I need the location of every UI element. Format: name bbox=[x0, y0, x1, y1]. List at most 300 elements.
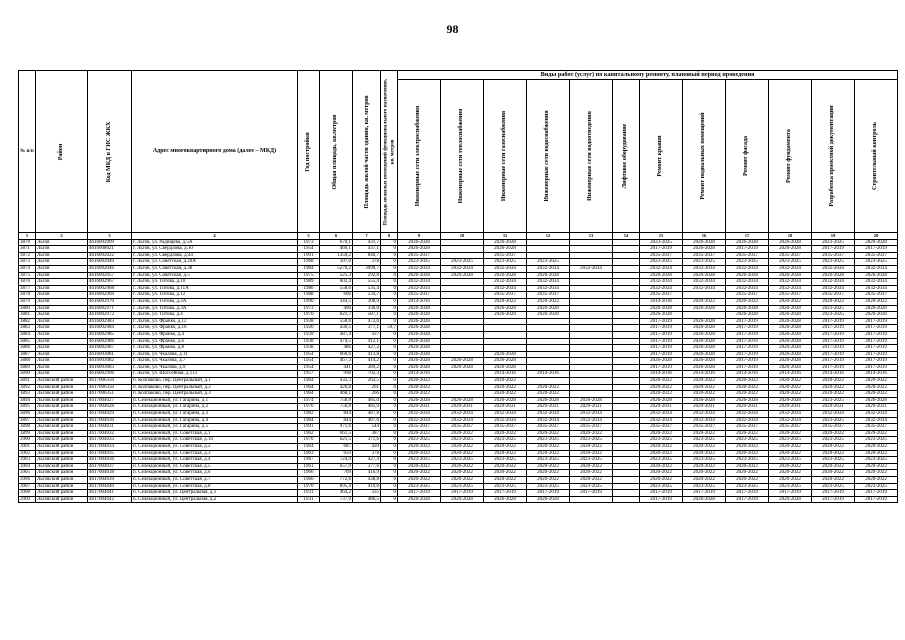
table-cell bbox=[613, 338, 640, 345]
table-cell: 2020-2022 bbox=[683, 463, 726, 470]
table-cell bbox=[613, 397, 640, 404]
table-cell: 2017-2019 bbox=[640, 351, 683, 358]
table-cell: 2032-2034 bbox=[769, 411, 812, 418]
table-cell: 0 bbox=[381, 483, 398, 490]
table-cell: 2023-2025 bbox=[570, 437, 613, 444]
table-cell: 485,9 bbox=[353, 404, 381, 411]
table-row bbox=[19, 450, 898, 457]
table-cell: 2023-2025 bbox=[683, 259, 726, 266]
table-cell: 3883 bbox=[19, 325, 36, 332]
table-cell: 1954 bbox=[298, 358, 320, 365]
table-cell: 2017-2019 bbox=[855, 364, 898, 371]
table-cell bbox=[527, 351, 570, 358]
table-cell: 3881 bbox=[19, 312, 36, 319]
table-cell: 2026-2028 bbox=[484, 272, 527, 279]
table-cell: 2017-2019 bbox=[726, 364, 769, 371]
table-cell bbox=[613, 476, 640, 483]
table-cell: 1975 bbox=[298, 272, 320, 279]
table-cell: 2032-2034 bbox=[812, 411, 855, 418]
table-cell: 2020-2022 bbox=[527, 463, 570, 470]
table-cell bbox=[570, 345, 613, 352]
table-cell bbox=[613, 331, 640, 338]
table-cell: 2020-2022 bbox=[683, 444, 726, 451]
table-cell: 2017-2019 bbox=[726, 338, 769, 345]
table-cell: 4617004028 bbox=[88, 404, 132, 411]
table-cell: 308,9 bbox=[353, 298, 381, 305]
table-cell: 2020-2022 bbox=[484, 463, 527, 470]
table-cell: п. Селекционный, ул. Гагарина, д.3 bbox=[132, 411, 298, 418]
table-cell: п. Селекционный, ул. Центральная, д.2 bbox=[132, 496, 298, 503]
table-row bbox=[19, 298, 898, 305]
table-cell: 2026-2028 bbox=[640, 305, 683, 312]
table-cell: 2035-2037 bbox=[640, 292, 683, 299]
column-number: 15 bbox=[640, 233, 683, 240]
table-cell: Льговский район bbox=[36, 391, 88, 398]
table-cell bbox=[613, 384, 640, 391]
table-cell: 2026-2028 bbox=[683, 358, 726, 365]
table-cell: 2023-2025 bbox=[855, 437, 898, 444]
table-cell: 2017-2019 bbox=[726, 345, 769, 352]
table-cell: 4617004040 bbox=[88, 483, 132, 490]
column-number: 10 bbox=[441, 233, 484, 240]
table-cell: 2020-2022 bbox=[441, 444, 484, 451]
table-cell: 2035-2037 bbox=[726, 292, 769, 299]
table-cell: 2017-2019 bbox=[570, 490, 613, 497]
table-cell: 2023-2025 bbox=[640, 483, 683, 490]
table-cell bbox=[570, 331, 613, 338]
column-number: 12 bbox=[527, 233, 570, 240]
table-cell: Льговский район bbox=[36, 424, 88, 431]
table-cell: 2032-2034 bbox=[812, 279, 855, 286]
table-cell bbox=[527, 364, 570, 371]
table-cell: 4616002968 bbox=[88, 285, 132, 292]
table-cell: 2026-2028 bbox=[769, 318, 812, 325]
table-cell: 2023-2025 bbox=[640, 457, 683, 464]
table-cell: 2020-2022 bbox=[769, 450, 812, 457]
table-cell: 1954 bbox=[298, 351, 320, 358]
table-cell: 2023-2025 bbox=[726, 437, 769, 444]
column-number: 9 bbox=[398, 233, 441, 240]
table-cell: 2026-2028 bbox=[683, 305, 726, 312]
table-cell: 2023-2025 bbox=[812, 397, 855, 404]
table-cell: Льгов bbox=[36, 358, 88, 365]
table-cell: 2017-2019 bbox=[855, 345, 898, 352]
table-cell: 2035-2037 bbox=[812, 252, 855, 259]
table-cell: 474,5 bbox=[320, 338, 353, 345]
table-cell: 2026-2028 bbox=[769, 364, 812, 371]
table-cell: 3907 bbox=[19, 483, 36, 490]
table-cell: 2026-2028 bbox=[683, 239, 726, 246]
table-cell: п. Селекционный, ул. Советская, д.2 bbox=[132, 444, 298, 451]
table-cell: 2017-2019 bbox=[441, 490, 484, 497]
header-total-area: Общая площадь, кв.метров bbox=[320, 71, 353, 233]
table-cell: 2020-2022 bbox=[484, 450, 527, 457]
table-cell: 2020-2022 bbox=[855, 463, 898, 470]
table-cell: 2029-2031 bbox=[812, 404, 855, 411]
table-cell bbox=[613, 312, 640, 319]
table-cell: 0 bbox=[381, 265, 398, 272]
table-cell: п. Колпаково, пер. Центральный, д.2 bbox=[132, 384, 298, 391]
table-cell: 3885 bbox=[19, 338, 36, 345]
table-row bbox=[19, 338, 898, 345]
table-cell: 535,4 bbox=[353, 285, 381, 292]
table-cell: 2020-2022 bbox=[640, 470, 683, 477]
table-cell: 0 bbox=[381, 318, 398, 325]
table-cell: 0 bbox=[381, 450, 398, 457]
table-cell: 266 bbox=[353, 391, 381, 398]
header-work-10: Ремонт фундамента bbox=[769, 80, 812, 233]
table-row bbox=[19, 483, 898, 490]
table-cell: 2017-2019 bbox=[640, 318, 683, 325]
table-cell: 724,9 bbox=[320, 457, 353, 464]
table-cell: 2026-2028 bbox=[769, 312, 812, 319]
table-cell: 2020-2022 bbox=[683, 378, 726, 385]
table-cell: 2017-2019 bbox=[640, 331, 683, 338]
table-cell: Льгов bbox=[36, 318, 88, 325]
table-cell: 2032-2034 bbox=[683, 285, 726, 292]
table-cell: 2026-2028 bbox=[683, 496, 726, 503]
table-cell: Льгов bbox=[36, 345, 88, 352]
table-cell: 2020-2022 bbox=[855, 444, 898, 451]
table-cell: 0 bbox=[381, 331, 398, 338]
table-cell bbox=[441, 318, 484, 325]
table-cell: 2026-2028 bbox=[398, 246, 441, 253]
table-cell: 2020-2022 bbox=[683, 450, 726, 457]
table-cell: 2026-2028 bbox=[398, 345, 441, 352]
table-cell: 2035-2037 bbox=[398, 252, 441, 259]
table-cell: 4616002972 bbox=[88, 312, 132, 319]
table-cell: 2017-2019 bbox=[726, 331, 769, 338]
table-cell: 2020-2022 bbox=[398, 470, 441, 477]
table-cell: 2032-2034 bbox=[570, 417, 613, 424]
table-cell: 292,8 bbox=[353, 272, 381, 279]
table-cell: 2020-2022 bbox=[441, 470, 484, 477]
column-number: 14 bbox=[613, 233, 640, 240]
table-cell: 2026-2028 bbox=[769, 272, 812, 279]
table-cell: 2020-2022 bbox=[769, 444, 812, 451]
table-cell: 2020-2022 bbox=[398, 463, 441, 470]
table-body bbox=[19, 239, 898, 503]
table-cell: 2023-2025 bbox=[812, 259, 855, 266]
table-cell: 3906 bbox=[19, 476, 36, 483]
table-cell: 2023-2025 bbox=[640, 259, 683, 266]
table-cell: г. Льгов, ул. Титова, д.12 bbox=[132, 292, 298, 299]
table-cell: Льговский район bbox=[36, 483, 88, 490]
table-cell: 2029-2031 bbox=[570, 404, 613, 411]
table-cell: 2017-2019 bbox=[812, 345, 855, 352]
table-cell: 1931 bbox=[298, 496, 320, 503]
table-cell bbox=[527, 325, 570, 332]
table-cell: 2017-2019 bbox=[855, 325, 898, 332]
table-cell: 2020-2022 bbox=[726, 391, 769, 398]
table-cell bbox=[613, 450, 640, 457]
column-number: 17 bbox=[726, 233, 769, 240]
table-cell: г. Льгов, ул. Франко, д.16 bbox=[132, 325, 298, 332]
header-no: № п/п bbox=[19, 71, 36, 233]
table-row bbox=[19, 378, 898, 385]
table-cell: 4617004037 bbox=[88, 463, 132, 470]
table-cell: 2020-2022 bbox=[640, 391, 683, 398]
table-cell: 2029-2031 bbox=[640, 404, 683, 411]
table-cell: 2017-2019 bbox=[726, 496, 769, 503]
table-cell bbox=[613, 411, 640, 418]
table-cell: 2020-2022 bbox=[683, 298, 726, 305]
table-cell: 3878 bbox=[19, 292, 36, 299]
table-cell: 2023-2025 bbox=[726, 259, 769, 266]
table-cell: 2026-2028 bbox=[855, 305, 898, 312]
table-cell: 2026-2028 bbox=[398, 397, 441, 404]
table-cell: 2017-2019 bbox=[855, 358, 898, 365]
table-cell: 2026-2028 bbox=[640, 358, 683, 365]
table-cell: 2023-2025 bbox=[484, 437, 527, 444]
table-row bbox=[19, 463, 898, 470]
table-cell: 2026-2028 bbox=[398, 239, 441, 246]
column-numbers-row bbox=[19, 233, 898, 240]
table-cell: 485,0 bbox=[353, 397, 381, 404]
table-cell: 2020-2022 bbox=[769, 463, 812, 470]
table-cell: 0 bbox=[381, 312, 398, 319]
table-cell: 2017-2019 bbox=[855, 496, 898, 503]
table-cell: 2020-2022 bbox=[640, 430, 683, 437]
table-cell: 558,6 bbox=[320, 318, 353, 325]
table-cell: 2014-2016 bbox=[398, 298, 441, 305]
table-cell bbox=[484, 318, 527, 325]
table-cell bbox=[613, 318, 640, 325]
table-cell: 2032-2034 bbox=[527, 417, 570, 424]
table-cell: 2017-2019 bbox=[812, 364, 855, 371]
table-cell: 4616002983 bbox=[88, 318, 132, 325]
table-cell: 2032-2034 bbox=[640, 417, 683, 424]
table-cell: 0 bbox=[381, 292, 398, 299]
table-row bbox=[19, 239, 898, 246]
table-cell: г. Льгов, ул. Титова, д.2А bbox=[132, 298, 298, 305]
table-cell: 2026-2028 bbox=[527, 305, 570, 312]
table-cell: 2026-2028 bbox=[769, 239, 812, 246]
table-cell: 2023-2025 bbox=[812, 457, 855, 464]
table-row bbox=[19, 285, 898, 292]
table-cell: 2017-2019 bbox=[527, 490, 570, 497]
table-cell: 2026-2028 bbox=[855, 397, 898, 404]
table-cell: 2035-2037 bbox=[570, 424, 613, 431]
table-cell: 436,5 bbox=[320, 325, 353, 332]
table-cell bbox=[484, 338, 527, 345]
table-cell: 1966 bbox=[298, 476, 320, 483]
table-cell: 2026-2028 bbox=[484, 397, 527, 404]
table-cell: 2035-2037 bbox=[640, 424, 683, 431]
table-cell: 1970 bbox=[298, 483, 320, 490]
table-cell bbox=[527, 318, 570, 325]
table-cell: 737,9 bbox=[320, 496, 353, 503]
table-cell: 2026-2028 bbox=[398, 496, 441, 503]
table-cell: 2020-2022 bbox=[812, 378, 855, 385]
table-cell: 1964 bbox=[298, 378, 320, 385]
table-cell: 2026-2028 bbox=[726, 312, 769, 319]
table-cell: г. Льгов, ул. Радищева, д.5А bbox=[132, 239, 298, 246]
table-cell: 0 bbox=[381, 430, 398, 437]
table-cell: г. Льгов, ул. Свердлова, д.44 bbox=[132, 252, 298, 259]
table-cell: 0 bbox=[381, 285, 398, 292]
table-cell bbox=[441, 331, 484, 338]
table-cell: 4616002987 bbox=[88, 345, 132, 352]
table-cell: 2026-2028 bbox=[398, 272, 441, 279]
table-cell: 525,3 bbox=[320, 272, 353, 279]
table-cell: Льгов bbox=[36, 292, 88, 299]
table-cell: 2017-2019 bbox=[726, 358, 769, 365]
table-cell: Льговский район bbox=[36, 404, 88, 411]
table-cell: 659 bbox=[320, 450, 353, 457]
table-cell: 2035-2037 bbox=[812, 424, 855, 431]
table-cell: 2026-2028 bbox=[484, 312, 527, 319]
table-cell: 371,6 bbox=[353, 437, 381, 444]
table-cell: 998 bbox=[320, 371, 353, 378]
header-year: Год постройки bbox=[298, 71, 320, 233]
table-cell: 377,1 bbox=[353, 325, 381, 332]
table-cell: 2020-2022 bbox=[812, 450, 855, 457]
table-cell bbox=[683, 312, 726, 319]
table-cell: 2032-2034 bbox=[855, 417, 898, 424]
table-cell: 2032-2034 bbox=[683, 417, 726, 424]
table-cell bbox=[441, 239, 484, 246]
table-cell: 3898 bbox=[19, 424, 36, 431]
table-cell bbox=[441, 285, 484, 292]
table-cell: 2029-2031 bbox=[683, 404, 726, 411]
table-cell: 2020-2022 bbox=[812, 444, 855, 451]
table-cell: 2020-2022 bbox=[527, 391, 570, 398]
table-cell: 2023-2025 bbox=[527, 457, 570, 464]
table-cell: 414,2 bbox=[353, 358, 381, 365]
table-cell: 4616002046 bbox=[88, 265, 132, 272]
table-cell: г. Льгов, ул. Титова, д.4 bbox=[132, 312, 298, 319]
table-cell: 336,0 bbox=[353, 305, 381, 312]
table-cell: 2026-2028 bbox=[484, 351, 527, 358]
table-cell: 2023-2025 bbox=[812, 417, 855, 424]
header-work-1: Инженерные сети электроснабжения bbox=[398, 80, 441, 233]
table-cell: 0 bbox=[381, 457, 398, 464]
table-cell: п. Селекционный, ул. Советская, д.6 bbox=[132, 470, 298, 477]
table-cell: Льгов bbox=[36, 305, 88, 312]
table-row bbox=[19, 496, 898, 503]
table-cell: 661,5 bbox=[320, 430, 353, 437]
table-cell: г. Льгов, ул. Франко, д.6 bbox=[132, 338, 298, 345]
table-cell: 2020-2022 bbox=[570, 444, 613, 451]
table-cell: 2035-2037 bbox=[726, 424, 769, 431]
table-row bbox=[19, 318, 898, 325]
table-cell: 469,1 bbox=[320, 246, 353, 253]
table-cell: 2032-2034 bbox=[726, 411, 769, 418]
table-cell: 1973 bbox=[298, 305, 320, 312]
table-cell: 1970 bbox=[298, 437, 320, 444]
table-cell: 2017-2019 bbox=[726, 246, 769, 253]
table-cell: г. Льгов, ул. Чкалова, д.9 bbox=[132, 364, 298, 371]
table-cell: 606 bbox=[320, 292, 353, 299]
table-cell: 844 bbox=[320, 417, 353, 424]
table-cell: 2026-2028 bbox=[855, 239, 898, 246]
table-cell: 2035-2037 bbox=[527, 292, 570, 299]
table-cell: 486 bbox=[320, 345, 353, 352]
table-cell: 0 bbox=[381, 279, 398, 286]
table-cell: 2017-2019 bbox=[855, 246, 898, 253]
table-cell: 2023-2025 bbox=[855, 259, 898, 266]
table-cell: 1939 bbox=[298, 331, 320, 338]
table-cell: Льговский район bbox=[36, 490, 88, 497]
table-cell: 3893 bbox=[19, 391, 36, 398]
table-cell bbox=[570, 496, 613, 503]
table-cell: 2017-2019 bbox=[812, 496, 855, 503]
table-cell: 555,4 bbox=[353, 279, 381, 286]
table-cell: п. Колпаково, пер. Центральный, д.3 bbox=[132, 391, 298, 398]
table-cell: 1991 bbox=[298, 252, 320, 259]
table-cell: 2026-2028 bbox=[484, 358, 527, 365]
table-row bbox=[19, 358, 898, 365]
table-cell: 2017-2019 bbox=[855, 351, 898, 358]
header-work-2: Инженерные сети теплоснабжения bbox=[441, 80, 484, 233]
table-cell bbox=[527, 331, 570, 338]
table-cell: 4616002022 bbox=[88, 252, 132, 259]
table-cell: 587,1 bbox=[353, 312, 381, 319]
table-cell: 406 bbox=[320, 305, 353, 312]
table-cell: 2020-2022 bbox=[855, 391, 898, 398]
column-number: 6 bbox=[320, 233, 353, 240]
table-cell: Льговский район bbox=[36, 463, 88, 470]
table-cell: 2023-2025 bbox=[484, 259, 527, 266]
column-number: 3 bbox=[88, 233, 132, 240]
table-cell: 4616002985 bbox=[88, 331, 132, 338]
table-cell: 0 bbox=[381, 246, 398, 253]
table-cell: 2032-2034 bbox=[855, 411, 898, 418]
table-cell: 2026-2028 bbox=[683, 397, 726, 404]
table-cell bbox=[441, 371, 484, 378]
table-cell: 2020-2022 bbox=[683, 430, 726, 437]
table-cell: 2026-2028 bbox=[640, 272, 683, 279]
table-cell: 1961 bbox=[298, 463, 320, 470]
table-cell: Льговский район bbox=[36, 444, 88, 451]
table-cell: 4617004032 bbox=[88, 430, 132, 437]
table-cell bbox=[613, 496, 640, 503]
table-cell: 2026-2028 bbox=[527, 496, 570, 503]
table-cell: 2023-2025 bbox=[640, 239, 683, 246]
table-cell: 2017-2019 bbox=[398, 490, 441, 497]
table-row bbox=[19, 252, 898, 259]
table-cell: 2035-2037 bbox=[769, 252, 812, 259]
table-cell: 2020-2022 bbox=[726, 378, 769, 385]
table-cell: 2020-2022 bbox=[570, 430, 613, 437]
table-cell: п. Селекционный, ул. Советская, д.4 bbox=[132, 457, 298, 464]
table-cell: 2032-2034 bbox=[683, 265, 726, 272]
table-cell: 0 bbox=[381, 358, 398, 365]
table-cell: 2020-2022 bbox=[527, 430, 570, 437]
table-cell: Льгов bbox=[36, 351, 88, 358]
table-cell: 3891 bbox=[19, 378, 36, 385]
table-row bbox=[19, 437, 898, 444]
table-cell: 2023-2025 bbox=[398, 259, 441, 266]
table-cell: 2032-2034 bbox=[769, 279, 812, 286]
table-cell: 3876 bbox=[19, 279, 36, 286]
table-cell bbox=[527, 345, 570, 352]
table-cell: 2020-2022 bbox=[640, 476, 683, 483]
table-cell: 2026-2028 bbox=[398, 364, 441, 371]
table-cell: 0 bbox=[381, 463, 398, 470]
table-cell: г. Льгов, ул. Советская, д.5 bbox=[132, 272, 298, 279]
table-cell: 2023-2025 bbox=[812, 239, 855, 246]
header-work-3: Инженерные сети газоснабжения bbox=[484, 80, 527, 233]
table-cell: 2035-2037 bbox=[484, 292, 527, 299]
table-cell: 2017-2019 bbox=[640, 325, 683, 332]
table-cell bbox=[613, 391, 640, 398]
table-cell: 2020-2022 bbox=[726, 470, 769, 477]
table-cell: 2032-2034 bbox=[812, 265, 855, 272]
table-cell: 2020-2022 bbox=[726, 444, 769, 451]
column-number: 4 bbox=[132, 233, 298, 240]
